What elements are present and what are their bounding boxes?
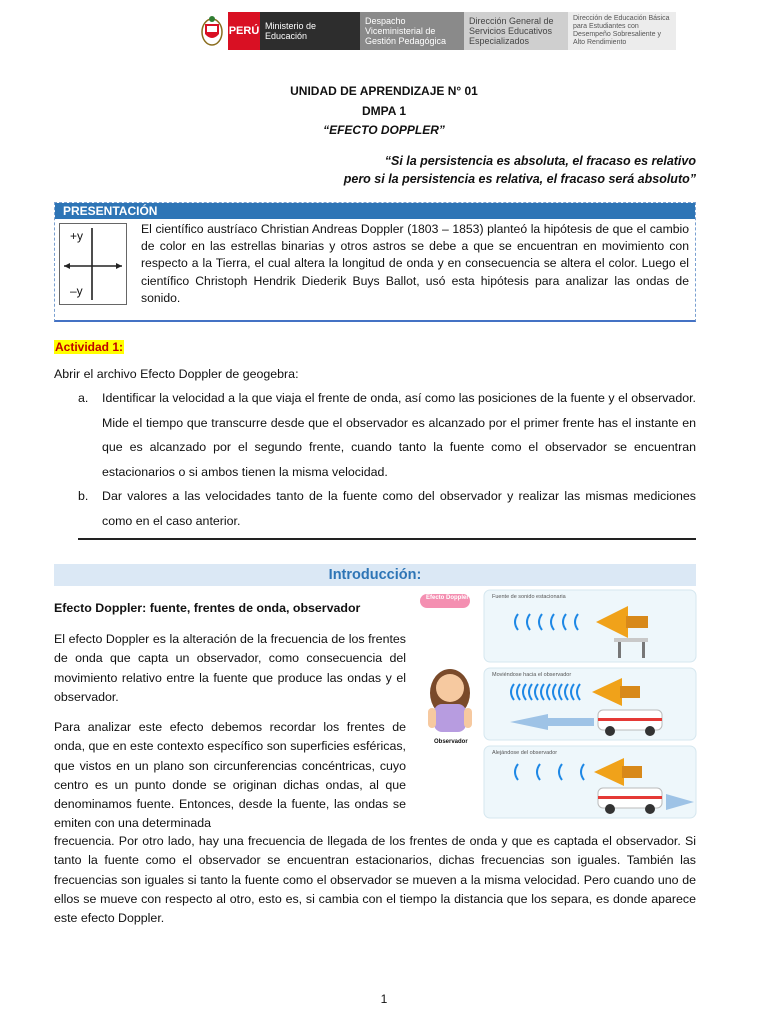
- presentation-text: El científico austríaco Christian Andreas Doppler (1803 – 1853) planteó la hipótesis de que el cambio de color en las estrellas binarias y otros astros se debe a que se encuentran en movimiento con respecto a la Tierra, el cual altera la longitud de onda y en consecuencia se altera el color. Luego el científico Christoph Hendrik Diederik Buys Ballot, usó esta hipótesis para analizar las ondas de sonido.: [141, 222, 689, 305]
- unit-topic: “EFECTO DOPPLER”: [323, 123, 445, 137]
- unit-title: UNIDAD DE APRENDIZAJE N° 01: [290, 84, 478, 98]
- figure-panel-2-label: Moviéndose hacia el observador: [492, 672, 572, 678]
- quote-line-2: pero si la persistencia es relativa, el fracaso será absoluto”: [343, 172, 696, 186]
- introduction-paragraph-2: Para analizar este efecto debemos recordar los frentes de onda, que en este contexto específico son superficies esféricas, que vistos en un plano son circunferencias concéntricas, cuyo centro es un punto donde se originan dichas ondas, al que denominamos fuente. Entonces, desde la fuente, las ondas se emiten con una determinada: [54, 720, 406, 831]
- introduction-subheading: Efecto Doppler: fuente, frentes de onda, observador: [54, 601, 361, 615]
- axis-negative-label: –y: [70, 284, 83, 298]
- list-item-text: Identificar la velocidad a la que viaja el frente de onda, así como las posiciones de la fuente y el observador. Mide el tiempo que transcurre desde que el observador es alcanzado por el primer frente has el instante en que es alcanzado por el segundo frente, cuando tanto la fuente como el observador se encuentran estacionarios o si ambos tienen la misma velocidad.: [102, 391, 696, 479]
- list-item-text: Dar valores a las velocidades tanto de la fuente como del observador y realizar las mismas mediciones como en el caso anterior.: [102, 489, 696, 528]
- national-seal-icon: [196, 12, 228, 50]
- introduction-paragraph-1: El efecto Doppler es la alteración de la frecuencia de los frentes de onda que capta un observador, como consecuencia del movimiento relativo entre la fuente que produce las ondas y el observador.: [54, 632, 406, 704]
- government-header: [196, 12, 676, 50]
- figure-panel-3-label: Alejándose del observador: [492, 750, 558, 756]
- activity-list: [78, 386, 696, 533]
- doppler-illustration: [414, 588, 698, 820]
- introduction-paragraph-3: frecuencia. Por otro lado, hay una frecuencia de llegada de los frentes de onda y que es captada el observador. Si tanto la fuente como el observador se encuentran estacionarios, dichas frecuencias son iguales. También las frecuencias son iguales si tanto la fuente como el observador se mueven a la misma velocidad. Pero cuando uno de ellos se mueve con respecto al otro, esto es, si cambia con el tiempo la distancia que los separa, es donde aparece este efecto Doppler.: [54, 834, 696, 926]
- figure-observer-label: Observador: [434, 739, 468, 745]
- figure-badge-label: Efecto Doppler: [426, 595, 469, 601]
- list-marker: a.: [78, 391, 89, 405]
- introduction-heading: Introducción:: [54, 564, 696, 586]
- list-marker: b.: [78, 489, 89, 503]
- presentation-heading: PRESENTACIÓN: [55, 203, 695, 219]
- activity-label: Actividad 1:: [55, 340, 124, 354]
- peru-badge: PERÚ: [228, 12, 260, 50]
- axis-positive-label: +y: [70, 229, 84, 243]
- figure-panel-1-label: Fuente de sonido estacionaria: [492, 594, 566, 600]
- list-item: [78, 386, 696, 484]
- page-number: 1: [380, 992, 388, 1006]
- unit-code: DMPA 1: [361, 104, 406, 118]
- list-item: [78, 484, 696, 533]
- office-label-3: Dirección de Educación Básica para Estudiantes con Desempeño Sobresaliente y Alto Rendimiento: [568, 12, 676, 50]
- quote-line-1: “Si la persistencia es absoluta, el fracaso es relativo: [384, 154, 696, 168]
- observer-girl-icon: [428, 669, 472, 732]
- ministry-label: Ministerio de Educación: [260, 12, 360, 50]
- axes-diagram: [59, 223, 127, 305]
- office-label-1: Despacho Viceministerial de Gestión Pedagógica: [360, 12, 464, 50]
- section-divider: [78, 538, 696, 540]
- presentation-box: [54, 202, 696, 322]
- office-label-2: Dirección General de Servicios Educativos Especializados: [464, 12, 568, 50]
- activity-intro: Abrir el archivo Efecto Doppler de geogebra:: [54, 367, 299, 381]
